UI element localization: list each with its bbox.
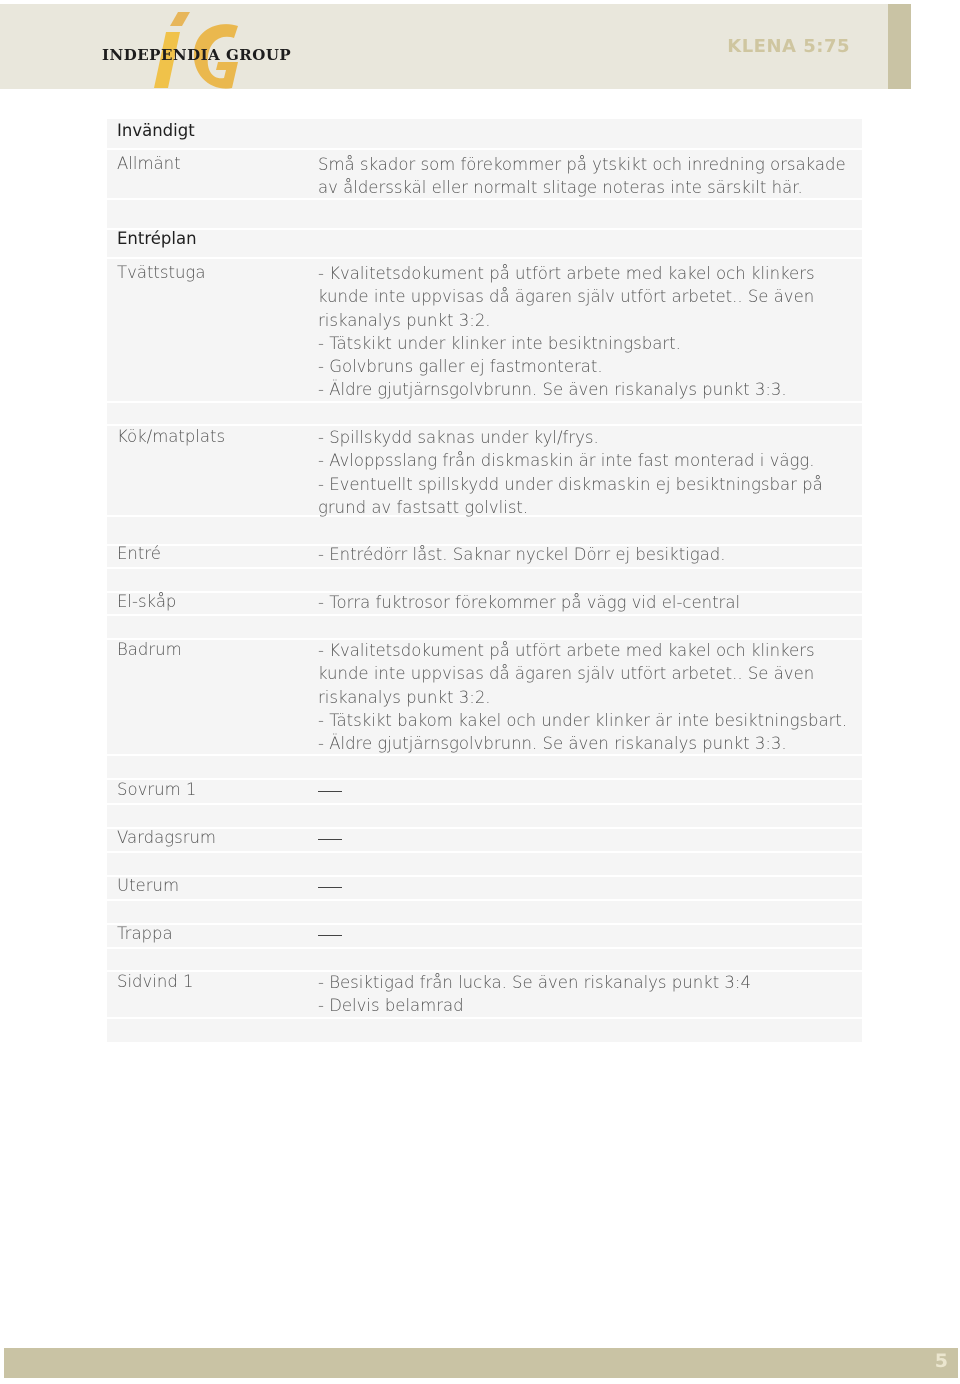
empty-value-dash <box>318 887 342 888</box>
row-separator <box>107 875 862 877</box>
footer-bar <box>4 1348 958 1378</box>
row-value-kitchen: - Spillskydd saknas under kyl/frys. - Avloppsslang från diskmaskin är inte fast monterad i vägg. - Eventuellt spillskydd under diskmaskin ej besiktningsbar på grund av fastsatt golvlist. <box>318 428 823 517</box>
row-label-bathroom: Badrum <box>117 640 182 659</box>
row-separator <box>107 257 862 259</box>
row-value-electrical-cabinet: - Torra fuktrosor förekommer på vägg vid el-central <box>318 593 741 612</box>
row-separator <box>107 148 862 150</box>
row-label-general: Allmänt <box>117 154 181 173</box>
logo-text: INDEPENDIA GROUP <box>102 46 292 64</box>
empty-value-dash <box>318 791 342 792</box>
row-label-laundry: Tvättstuga <box>117 263 206 282</box>
row-separator <box>107 803 862 805</box>
empty-value-dash <box>318 935 342 936</box>
row-label-kitchen: Kök/matplats <box>117 427 226 446</box>
row-label-entrance: Entré <box>117 544 161 563</box>
row-separator <box>107 228 862 230</box>
row-label-living-room: Vardagsrum <box>117 828 217 847</box>
row-label-stairs: Trappa <box>117 924 173 943</box>
empty-value-dash <box>318 839 342 840</box>
row-label-attic: Sidvind 1 <box>117 972 194 991</box>
section-heading-indoor: Invändigt <box>117 121 195 140</box>
row-value-entrance: - Entrédörr låst. Saknar nyckel Dörr ej besiktigad. <box>318 545 726 564</box>
inspection-table <box>107 119 862 1042</box>
row-value-bathroom: - Kvalitetsdokument på utfört arbete med kakel och klinkers kunde inte uppvisas då ägaren själv utfört arbetet.. Se även riskanalys punkt 3:2. - Tätskikt bakom kakel och under klinker är inte besiktningsbart. - Äldre gjutjärnsgolvbrunn. Se även riskanalys punkt 3:3. <box>318 641 848 754</box>
row-label-sunroom: Uterum <box>117 876 180 895</box>
header-accent <box>888 4 911 89</box>
row-label-electrical-cabinet: El-skåp <box>117 592 177 611</box>
row-separator <box>107 923 862 925</box>
row-separator <box>107 899 862 901</box>
document-title: KLENA 5:75 <box>727 36 850 57</box>
row-value-attic: - Besiktigad från lucka. Se även riskanalys punkt 3:4 - Delvis belamrad <box>318 973 751 1016</box>
row-separator <box>107 947 862 949</box>
section-heading-ground-floor: Entréplan <box>117 229 197 248</box>
row-separator <box>107 778 862 780</box>
row-separator <box>107 614 862 616</box>
row-separator <box>107 851 862 853</box>
row-value-laundry: - Kvalitetsdokument på utfört arbete med kakel och klinkers kunde inte uppvisas då ägaren själv utfört arbetet.. Se även riskanalys punkt 3:2. - Tätskikt under klinker inte besiktningsbart. - Golvbruns galler ej fastmonterat. - Äldre gjutjärnsgolvbrunn. Se även riskanalys punkt 3:3. <box>318 264 815 400</box>
page-number: 5 <box>934 1350 948 1372</box>
row-value-general: Små skador som förekommer på ytskikt och inredning orsakade av åldersskäl eller normalt slitage noteras inte särskilt här. <box>318 155 846 198</box>
row-separator <box>107 567 862 569</box>
row-separator <box>107 827 862 829</box>
row-label-bedroom: Sovrum 1 <box>117 780 197 799</box>
